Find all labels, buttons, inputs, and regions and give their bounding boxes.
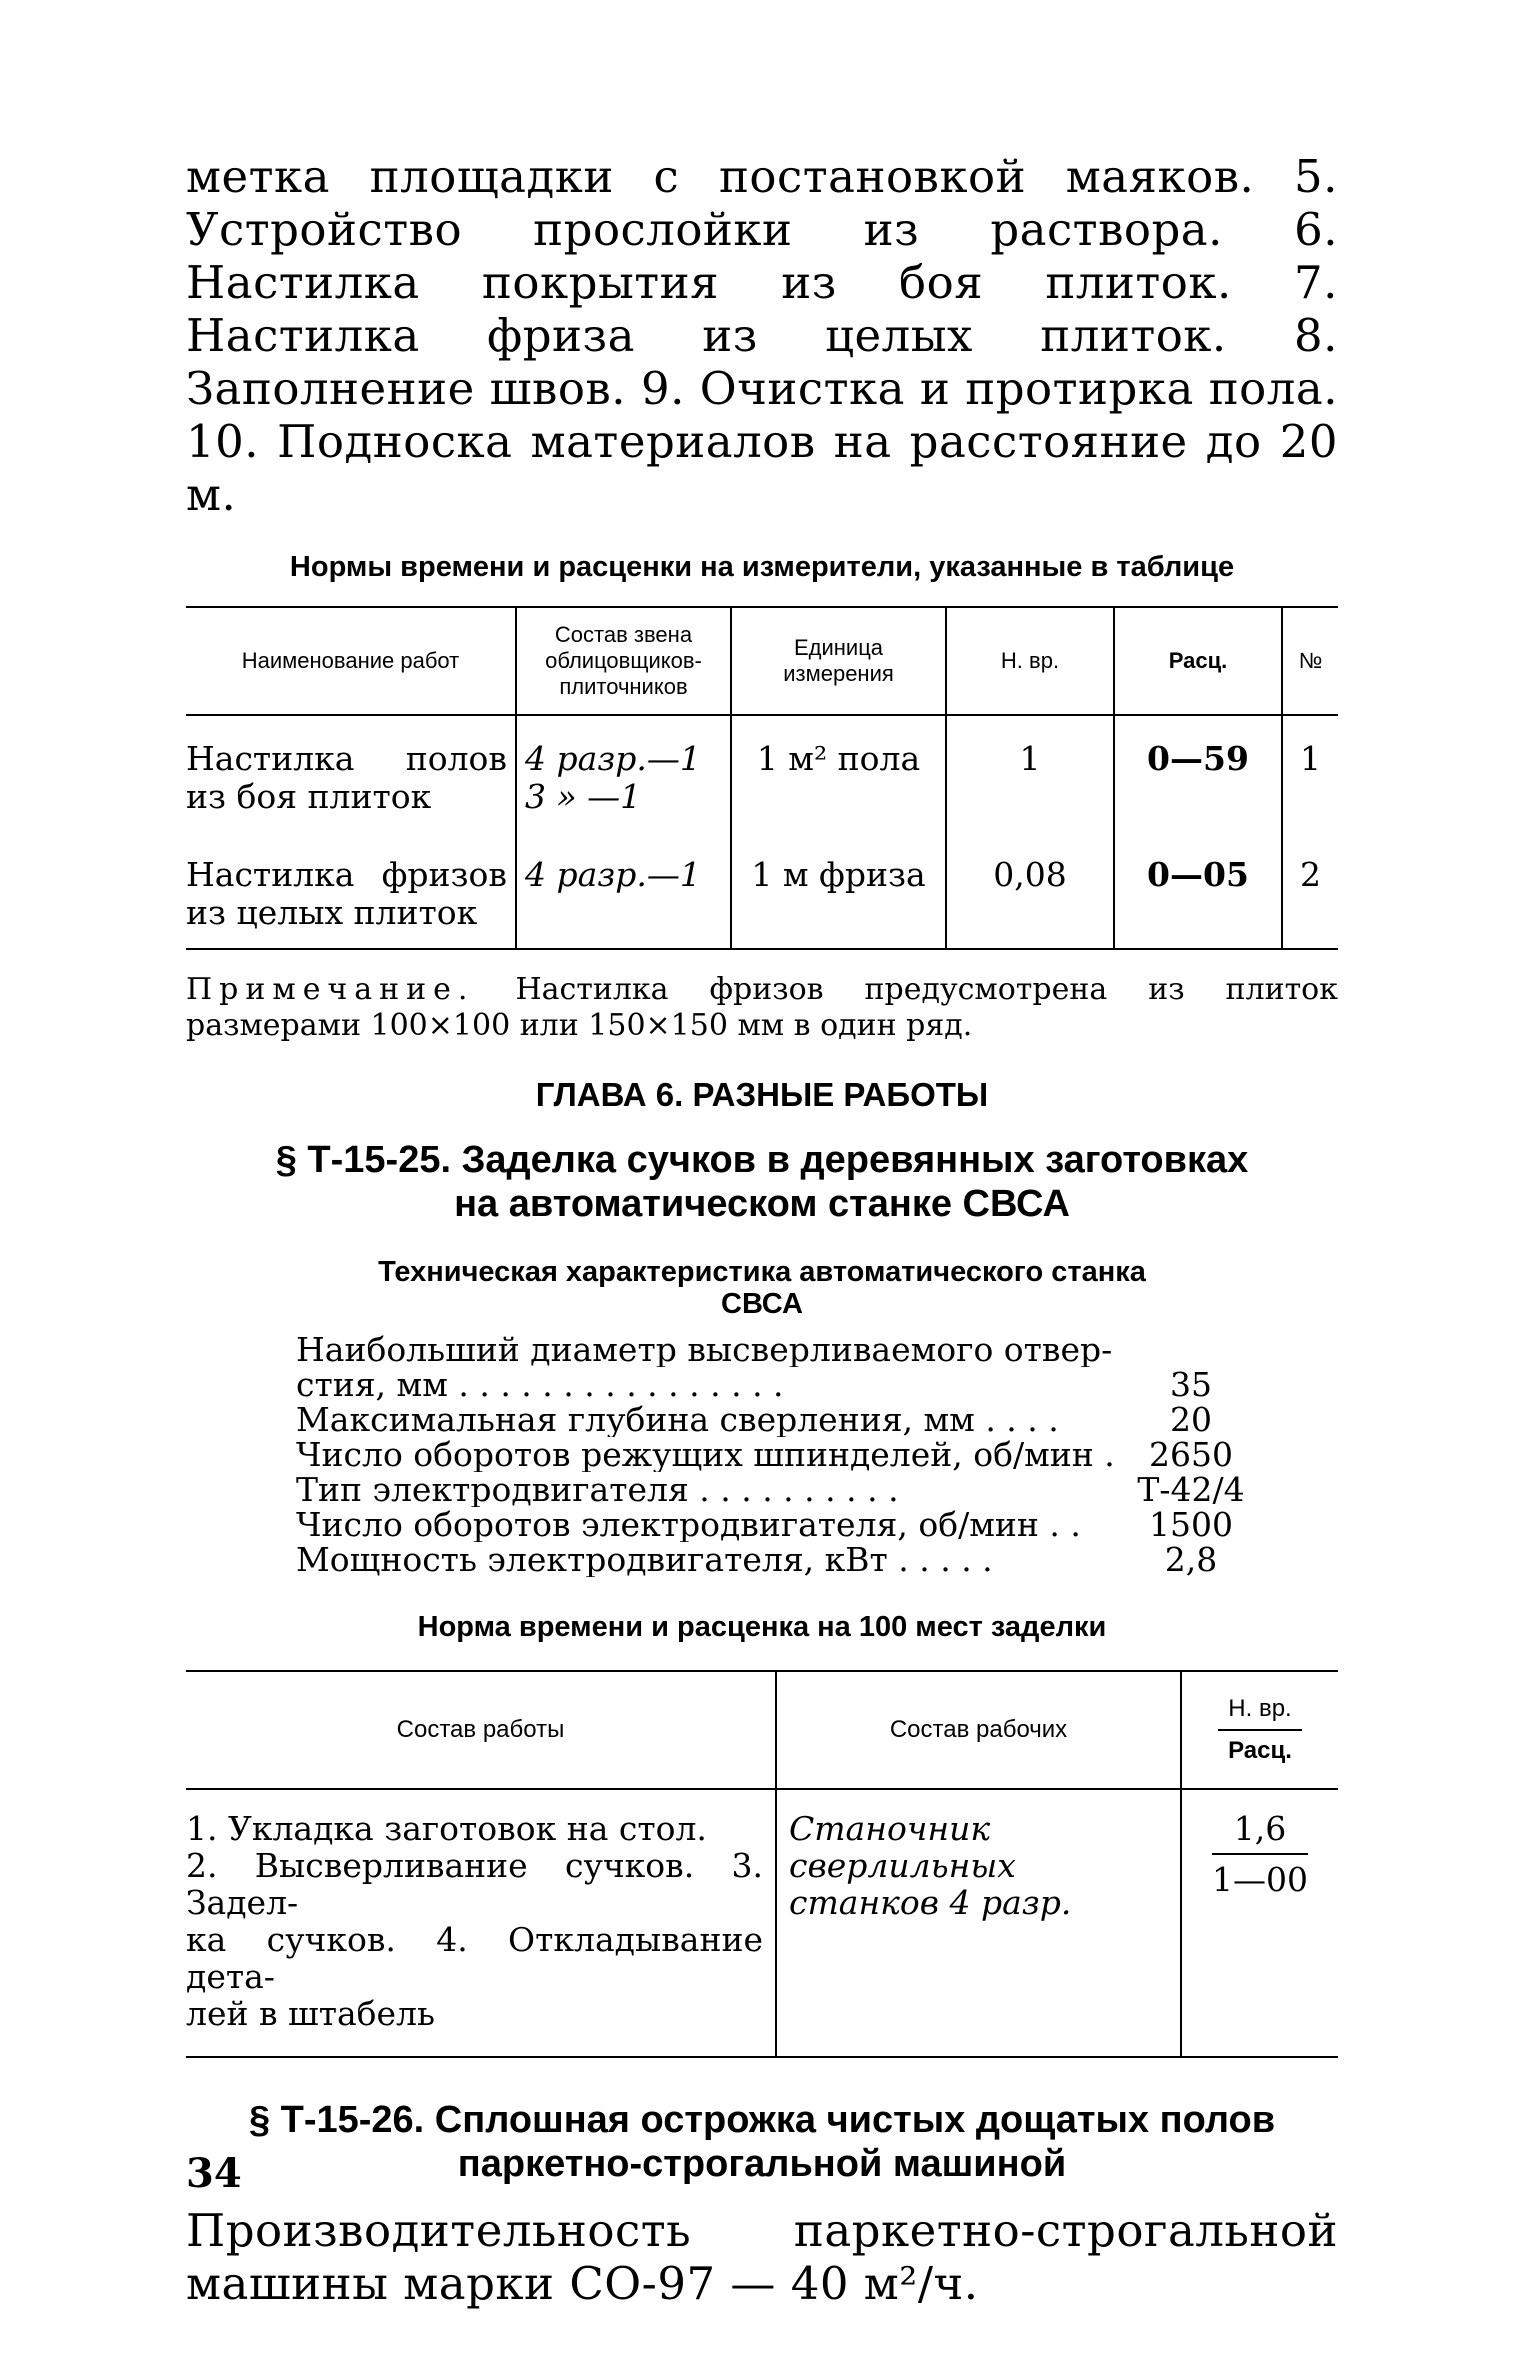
table-header-row <box>186 607 1338 715</box>
header-crew: Состав звена облицовщиков-плиточников <box>516 607 731 715</box>
norms-table <box>186 606 1338 950</box>
list-item <box>296 1367 1246 1402</box>
spec-title <box>186 1256 1338 1320</box>
section-title-line: § Т-15-26. Сплошная острожка чистых дощатых полов <box>248 2099 1276 2141</box>
intro-paragraph: метка площадки с постановкой маяков. 5. Устройство прослойки из раствора. 6. Настилка покрытия из боя плиток. 7. Настилка фриза из целых плиток. 8. Заполнение швов. 9. Очистка и протирка пола. 10. Поднoска материалов на расстояние до 20 м. <box>186 150 1338 521</box>
norm-rate-cell <box>1181 1789 1338 2057</box>
table-row <box>186 1789 1338 2057</box>
row-rate: 0—59 <box>1114 715 1282 832</box>
row-crew <box>516 715 731 832</box>
workers-cell: Станочник сверлильных станков 4 разр. <box>776 1789 1181 2057</box>
work-description <box>186 1789 776 2057</box>
header-norm-rate <box>1181 1671 1338 1789</box>
section-title <box>186 1138 1338 1226</box>
note <box>186 972 1338 1044</box>
header-norm: Н. вр. <box>1218 1695 1301 1731</box>
header-fraction <box>1218 1695 1301 1765</box>
spec-value: Т-42/4 <box>1137 1470 1245 1509</box>
table-row <box>186 715 1338 832</box>
table2-caption: Норма времени и расценка на 100 мест заделки <box>417 1611 1107 1643</box>
spec-value: 20 <box>1170 1400 1212 1439</box>
header-rate: Расц. <box>1114 607 1282 715</box>
list-item <box>296 1437 1246 1472</box>
header-rate: Расц. <box>1228 1737 1292 1764</box>
header-workers: Состав рабочих <box>776 1671 1181 1789</box>
work-line: ка сучков. 4. Откладывание дета- <box>186 1920 763 1996</box>
work-line: 2. Высверливание сучков. 3. Задел- <box>186 1846 763 1922</box>
spec-label: Наибольший диаметр высверливаемого отвер- <box>296 1332 1113 1367</box>
chapter-title: ГЛАВА 6. РАЗНЫЕ РАБОТЫ <box>535 1076 989 1113</box>
norm-table <box>186 1670 1338 2058</box>
row-name: Настилка полов из боя плиток <box>186 739 507 816</box>
row-norm: 1 <box>946 715 1114 832</box>
rate-value: 1—00 <box>1212 1860 1308 1899</box>
spec-value: 35 <box>1170 1365 1212 1404</box>
row-num: 2 <box>1282 832 1338 949</box>
crew-line: 4 разр.—1 <box>525 739 701 778</box>
section-title-line: паркетно-строгальной машиной <box>457 2143 1067 2185</box>
note-text: Настилка фризов предусмотрена из плиток размерами 100×100 или 150×150 мм в один ряд. <box>186 972 1338 1043</box>
table-row <box>186 832 1338 949</box>
work-line: 1. Укладка заготовок на стол. <box>186 1809 707 1848</box>
row-num: 1 <box>1282 715 1338 832</box>
section-title-line: на автоматическом станке СВСА <box>454 1183 1070 1225</box>
page-number: 34 <box>186 2150 242 2197</box>
list-item <box>296 1472 1246 1507</box>
spec-value: 1500 <box>1149 1505 1233 1544</box>
spec-list <box>296 1332 1246 1577</box>
spec-label: Мощность электродвигателя, кВт . . . . . <box>296 1542 993 1577</box>
spec-label: Число оборотов режущих шпинделей, об/мин . <box>296 1437 1115 1472</box>
list-item <box>296 1332 1246 1367</box>
row-name: Настилка фризов из целых плиток <box>186 855 507 932</box>
row-rate: 0—05 <box>1114 832 1282 949</box>
row-norm: 0,08 <box>946 832 1114 949</box>
table-header-row <box>186 1671 1338 1789</box>
row-crew <box>516 832 731 949</box>
spec-value: 2,8 <box>1164 1540 1218 1579</box>
page <box>186 150 1338 2310</box>
section2-paragraph: Производительность паркетно-строгальной машины марки СО-97 — 40 м²/ч. <box>186 2204 1338 2310</box>
header-norm: Н. вр. <box>946 607 1114 715</box>
row-unit: 1 м² пола <box>731 715 946 832</box>
crew-line: 3 » —1 <box>525 777 642 816</box>
norm-value: 1,6 <box>1212 1810 1308 1855</box>
spec-label: Число оборотов электродвигателя, об/мин . . <box>296 1507 1081 1542</box>
spec-label: Тип электродвигателя . . . . . . . . . . <box>296 1472 899 1507</box>
header-work-name: Наименование работ <box>186 607 516 715</box>
spec-value: 2650 <box>1149 1435 1233 1474</box>
section-title-line: § Т-15-25. Заделка сучков в деревянных заготовках <box>275 1139 1249 1181</box>
list-item <box>296 1507 1246 1542</box>
spec-label: стия, мм . . . . . . . . . . . . . . . . <box>296 1367 784 1402</box>
norm-fraction <box>1212 1810 1308 1898</box>
spec-label: Максимальная глубина сверления, мм . . . . <box>296 1402 1059 1437</box>
list-item <box>296 1542 1246 1577</box>
table1-caption: Нормы времени и расценки на измерители, указанные в таблице <box>289 551 1235 583</box>
spec-title-line: СВСА <box>721 1288 803 1320</box>
header-work: Состав работы <box>186 1671 776 1789</box>
crew-line: 4 разр.—1 <box>525 855 701 894</box>
note-label: Примечание. <box>186 972 475 1007</box>
section-title <box>186 2098 1338 2186</box>
list-item <box>296 1402 1246 1437</box>
spec-title-line: Техническая характеристика автоматического станка <box>378 1256 1146 1288</box>
header-num: № <box>1282 607 1338 715</box>
header-unit: Единица измерения <box>731 607 946 715</box>
row-unit: 1 м фриза <box>731 832 946 949</box>
work-line: лей в штабель <box>186 1994 435 2033</box>
